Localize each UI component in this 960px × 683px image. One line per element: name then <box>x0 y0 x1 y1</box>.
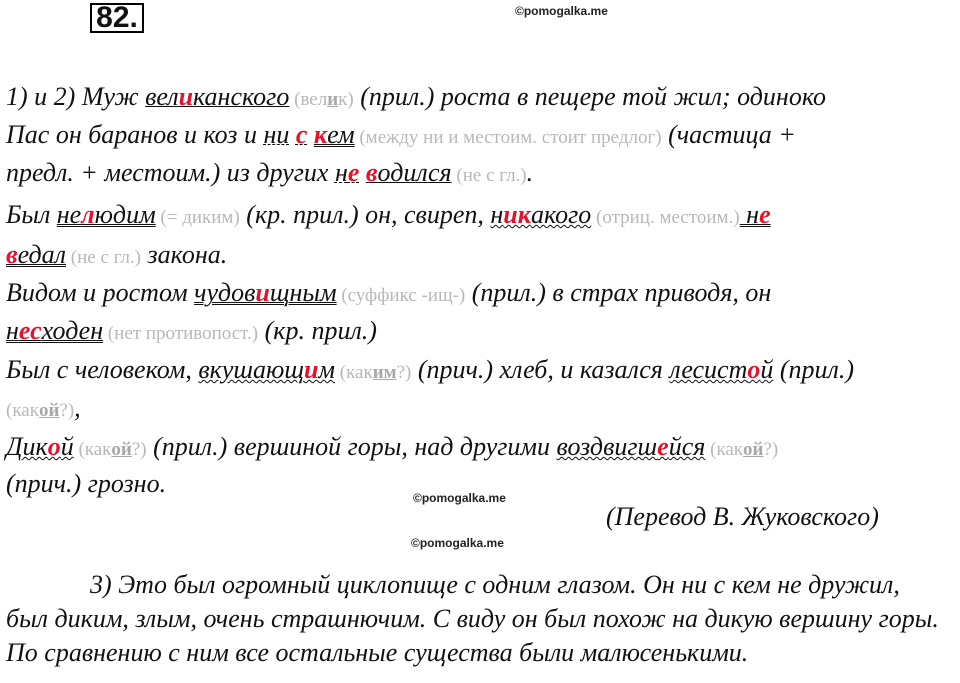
comment: (каким?) <box>335 362 412 383</box>
poem-line-2: Пас он баранов и коз и ни с кем (между ни и местоим. стоит предлог) (частица + <box>6 120 796 149</box>
translation-credit: (Перевод В. Жуковского) <box>606 502 879 531</box>
poem-line-5: ведал (не с гл.) закона. <box>6 240 228 269</box>
word-vedal: ведал <box>6 240 67 269</box>
poem-line-11: (прич.) грозно. <box>6 469 167 498</box>
exercise-number: 82. <box>90 3 144 33</box>
word-chudovishchnym: чудовищным <box>194 278 337 307</box>
poem-line-4: Был нелюдим (= диким) (кр. прил.) он, свиреп, никакого (отриц. местоим.) не <box>6 200 771 229</box>
answer-paragraph-3: 3) Это был огромный циклопище с одним глазом. Он ни с кем не дружил, был диким, злым, очень страшнючим. С виду он был похож на дикую вершину горы. По сравнению с ним все остальные существа были малюсенькими. <box>6 570 939 667</box>
poem-line-8: Был с человеком, вкушающим (каким?) (прич.) хлеб, и казался лесистой (прил.) <box>6 355 855 384</box>
poem-line-9: (какой?), <box>6 393 81 422</box>
watermark: ©pomogalka.me <box>413 491 506 505</box>
poem-line-7: несходен (нет противопост.) (кр. прил.) <box>6 316 377 345</box>
word-dikoy: Дикой <box>6 432 74 461</box>
word-nelyudim: нелюдим <box>56 200 156 229</box>
comment: (велик) <box>289 89 354 110</box>
word-vodilsya: водился <box>365 158 452 187</box>
word-nikakogo: никакого <box>490 200 592 229</box>
word-s: с <box>295 120 308 149</box>
word-vozdvigsheysya: воздвигшейся <box>556 432 706 461</box>
watermark: ©pomogalka.me <box>515 4 608 18</box>
comment: (между ни и местоим. стоит предлог) <box>354 127 662 148</box>
word-neskhoden: несходен <box>6 316 104 345</box>
comment: (не с гл.) <box>451 165 527 186</box>
word-velikanskogo: великанского <box>145 82 290 111</box>
word-lesistoy: лесистой <box>669 355 774 384</box>
comment: (отриц. местоим.) <box>591 207 740 228</box>
comment: (какой?) <box>6 400 75 421</box>
word-vkushayushchim: вкушающим <box>198 355 336 384</box>
word-ni: ни <box>263 120 290 149</box>
comment: (какой?) <box>73 439 147 460</box>
comment: (нет противопост.) <box>103 323 259 344</box>
word-kem: кем <box>313 120 355 149</box>
comment: (не с гл.) <box>66 247 142 268</box>
comment: (суффикс -ищ-) <box>336 285 466 306</box>
word-ne: не <box>334 158 360 187</box>
poem-line-10: Дикой (какой?) (прил.) вершиной горы, над другими воздвигшейся (какой?) <box>6 432 779 461</box>
comment: (какой?) <box>705 439 779 460</box>
poem-line-6: Видом и ростом чудовищным (суффикс -ищ-) (прил.) в страх приводя, он <box>6 278 772 307</box>
comment: (= диким) <box>155 207 240 228</box>
poem-line-3: предл. + местоим.) из других не водился (не с гл.). <box>6 158 534 187</box>
poem-line-1: 1) и 2) Муж великанского (велик) (прил.) роста в пещере той жил; одиноко <box>6 82 827 111</box>
watermark: ©pomogalka.me <box>411 536 504 550</box>
word-ne: не <box>739 200 771 229</box>
